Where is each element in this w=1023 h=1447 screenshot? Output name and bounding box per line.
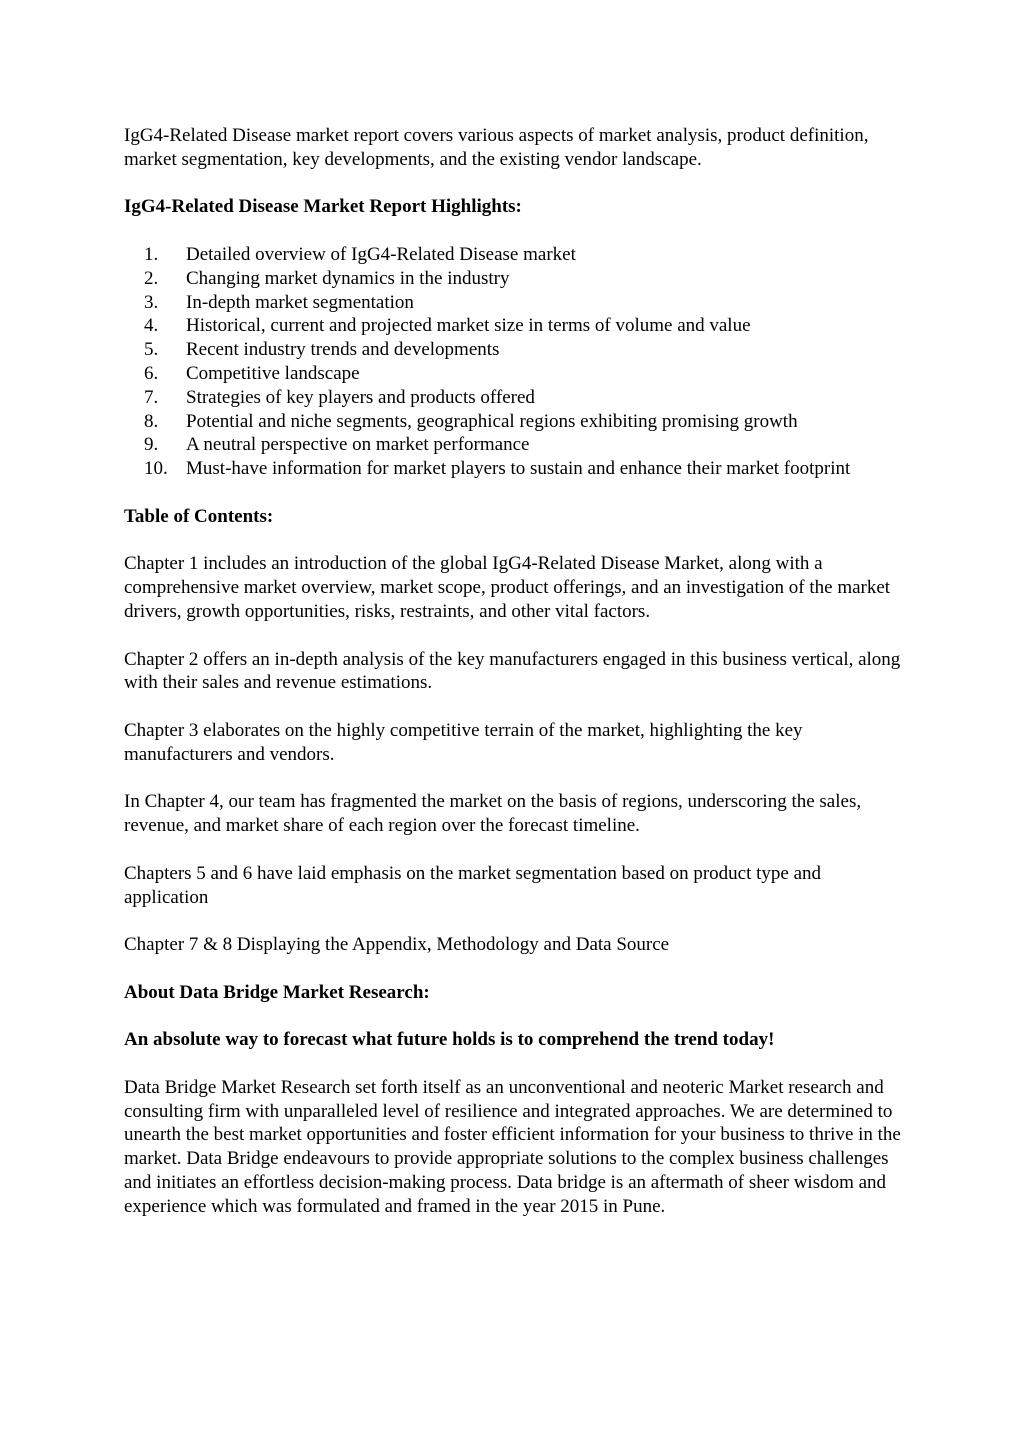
list-number: 7. [144,386,159,408]
list-item [124,410,904,434]
list-item [124,457,904,481]
list-text: In-depth market segmentation [186,291,414,313]
chapter-paragraph: In Chapter 4, our team has fragmented the market on the basis of regions, underscoring the sales, revenue, and market share of each region over the forecast timeline. [124,791,862,837]
list-number: 10. [144,458,168,480]
list-number: 6. [144,362,159,384]
list-item [124,338,904,362]
list-text: Changing market dynamics in the industry [186,267,510,289]
list-number: 8. [144,410,159,432]
list-number: 2. [144,267,159,289]
list-text: Detailed overview of IgG4-Related Disease market [186,243,576,265]
about-paragraph: Data Bridge Market Research set forth itself as an unconventional and neoteric Market research and consulting firm with unparalleled level of resilience and integrated approaches. We are determined to unearth the best market opportunities and foster efficient information for your business to thrive in the market. Data Bridge endeavours to provide appropriate solutions to the complex business challenges and initiates an effortless decision-making process. Data bridge is an aftermath of sheer wisdom and experience which was formulated and framed in the year 2015 in Pune. [124,1076,901,1217]
chapter-paragraph: Chapter 2 offers an in-depth analysis of the key manufacturers engaged in this business vertical, along with their sales and revenue estimations. [124,648,901,694]
toc-heading: Table of Contents: [124,505,274,527]
tagline: An absolute way to forecast what future holds is to comprehend the trend today! [124,1029,775,1051]
list-number: 3. [144,291,159,313]
list-item [124,314,904,338]
document-page [124,124,904,1242]
list-text: Recent industry trends and developments [186,339,500,361]
list-number: 5. [144,339,159,361]
list-text: Competitive landscape [186,362,360,384]
list-number: 4. [144,315,159,337]
list-text: A neutral perspective on market performance [186,434,530,456]
list-number: 1. [144,243,159,265]
chapter-paragraph: Chapter 7 & 8 Displaying the Appendix, Methodology and Data Source [124,934,670,956]
intro-paragraph: IgG4-Related Disease market report covers various aspects of market analysis, product definition, market segmentation, key developments, and the existing vendor landscape. [124,125,869,170]
list-item [124,267,904,291]
list-text: Historical, current and projected market size in terms of volume and value [186,315,751,337]
chapter-paragraph: Chapters 5 and 6 have laid emphasis on the market segmentation based on product type and application [124,862,822,908]
list-number: 9. [144,434,159,456]
list-text: Strategies of key players and products offered [186,386,535,408]
chapter-paragraph: Chapter 1 includes an introduction of the global IgG4-Related Disease Market, along with a comprehensive market overview, market scope, product offerings, and an investigation of the market drivers, growth opportunities, risks, restraints, and other vital factors. [124,553,891,622]
highlights-heading: IgG4-Related Disease Market Report Highlights: [124,196,522,218]
about-heading: About Data Bridge Market Research: [124,981,430,1003]
chapter-paragraph: Chapter 3 elaborates on the highly competitive terrain of the market, highlighting the key manufacturers and vendors. [124,719,803,765]
list-item [124,362,904,386]
highlights-list [124,243,904,481]
list-item [124,243,904,267]
list-text: Must-have information for market players to sustain and enhance their market footprint [186,458,851,480]
list-text: Potential and niche segments, geographical regions exhibiting promising growth [186,410,798,432]
list-item [124,291,904,315]
list-item [124,386,904,410]
list-item [124,433,904,457]
